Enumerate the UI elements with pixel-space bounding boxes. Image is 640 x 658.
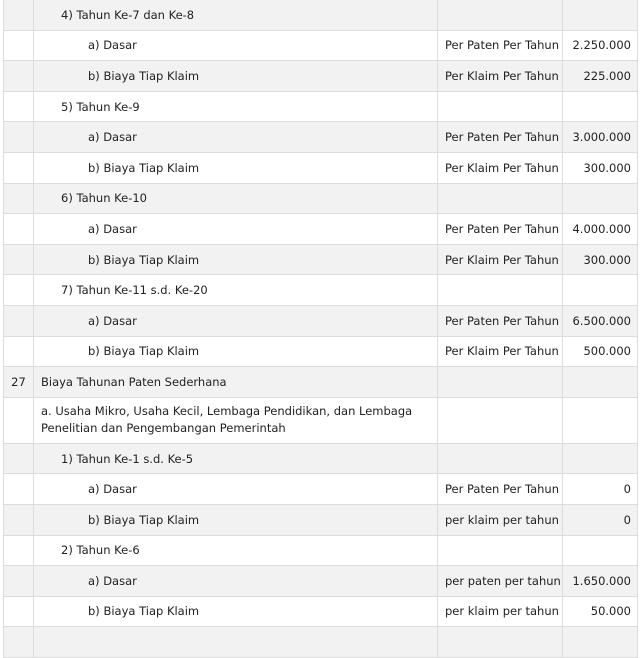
- row-number: [4, 275, 34, 305]
- row-unit: Per Paten Per Tahun: [438, 122, 563, 152]
- row-unit: [438, 184, 563, 214]
- row-unit: Per Paten Per Tahun: [438, 306, 563, 336]
- row-number: [4, 474, 34, 504]
- row-description: a) Dasar: [34, 306, 438, 336]
- row-number: [4, 306, 34, 336]
- row-description: 1) Tahun Ke-1 s.d. Ke-5: [34, 444, 438, 474]
- row-unit: Per Paten Per Tahun: [438, 474, 563, 504]
- row-fee-value: [563, 444, 638, 474]
- row-unit: [438, 92, 563, 122]
- row-description: 2) Tahun Ke-6: [34, 536, 438, 566]
- fee-table: [3, 0, 638, 658]
- row-description: a) Dasar: [34, 122, 438, 152]
- row-description: [34, 627, 438, 657]
- row-number: [4, 444, 34, 474]
- row-unit: Per Klaim Per Tahun: [438, 337, 563, 367]
- row-fee-value: 2.250.000: [563, 31, 638, 61]
- row-fee-value: 0: [563, 505, 638, 535]
- row-fee-value: [563, 0, 638, 30]
- row-number: [4, 566, 34, 596]
- row-description: 7) Tahun Ke-11 s.d. Ke-20: [34, 275, 438, 305]
- row-description: b) Biaya Tiap Klaim: [34, 597, 438, 627]
- row-unit: [438, 444, 563, 474]
- row-number: [4, 627, 34, 657]
- row-number: [4, 214, 34, 244]
- row-fee-value: 4.000.000: [563, 214, 638, 244]
- row-fee-value: 500.000: [563, 337, 638, 367]
- row-number: [4, 536, 34, 566]
- table-row: [4, 566, 638, 597]
- row-unit: [438, 0, 563, 30]
- row-description: b) Biaya Tiap Klaim: [34, 61, 438, 91]
- row-fee-value: [563, 184, 638, 214]
- table-row: [4, 61, 638, 92]
- row-description: b) Biaya Tiap Klaim: [34, 337, 438, 367]
- row-number: [4, 184, 34, 214]
- row-fee-value: 300.000: [563, 245, 638, 275]
- row-fee-value: [563, 627, 638, 657]
- row-description: b) Biaya Tiap Klaim: [34, 245, 438, 275]
- table-row: [4, 444, 638, 475]
- row-description: a) Dasar: [34, 474, 438, 504]
- row-number: [4, 505, 34, 535]
- row-fee-value: 6.500.000: [563, 306, 638, 336]
- row-description: 5) Tahun Ke-9: [34, 92, 438, 122]
- table-row: [4, 92, 638, 123]
- row-description: Biaya Tahunan Paten Sederhana: [34, 367, 438, 397]
- table-row: [4, 122, 638, 153]
- table-row: [4, 597, 638, 628]
- table-row: [4, 627, 638, 658]
- row-number: [4, 61, 34, 91]
- row-fee-value: 225.000: [563, 61, 638, 91]
- row-unit: Per Klaim Per Tahun: [438, 245, 563, 275]
- row-description: a) Dasar: [34, 31, 438, 61]
- table-row: [4, 505, 638, 536]
- row-unit: Per Paten Per Tahun: [438, 214, 563, 244]
- row-number: [4, 31, 34, 61]
- row-description: a) Dasar: [34, 566, 438, 596]
- table-row: [4, 0, 638, 31]
- row-unit: Per Paten Per Tahun: [438, 31, 563, 61]
- table-row: [4, 367, 638, 398]
- table-row: [4, 214, 638, 245]
- row-number: [4, 337, 34, 367]
- table-row: [4, 153, 638, 184]
- row-description: a. Usaha Mikro, Usaha Kecil, Lembaga Pendidikan, dan Lembaga Penelitian dan Pengembangan Pemerintah: [34, 398, 438, 443]
- row-number: [4, 122, 34, 152]
- row-fee-value: [563, 398, 638, 443]
- table-row: [4, 398, 638, 444]
- table-row: [4, 31, 638, 62]
- table-row: [4, 536, 638, 567]
- row-fee-value: [563, 536, 638, 566]
- table-row: [4, 184, 638, 215]
- row-unit: [438, 627, 563, 657]
- row-unit: [438, 367, 563, 397]
- row-number: [4, 398, 34, 443]
- row-unit: Per Klaim Per Tahun: [438, 153, 563, 183]
- row-number: [4, 153, 34, 183]
- row-description: b) Biaya Tiap Klaim: [34, 505, 438, 535]
- row-fee-value: 50.000: [563, 597, 638, 627]
- row-unit: per paten per tahun: [438, 566, 563, 596]
- row-unit: [438, 398, 563, 443]
- row-unit: per klaim per tahun: [438, 597, 563, 627]
- table-row: [4, 245, 638, 276]
- row-unit: Per Klaim Per Tahun: [438, 61, 563, 91]
- row-number: [4, 245, 34, 275]
- row-unit: per klaim per tahun: [438, 505, 563, 535]
- row-fee-value: [563, 367, 638, 397]
- row-unit: [438, 275, 563, 305]
- row-description: a) Dasar: [34, 214, 438, 244]
- table-row: [4, 337, 638, 368]
- row-fee-value: 300.000: [563, 153, 638, 183]
- table-row: [4, 306, 638, 337]
- row-fee-value: 0: [563, 474, 638, 504]
- row-number: [4, 0, 34, 30]
- row-description: b) Biaya Tiap Klaim: [34, 153, 438, 183]
- row-description: 4) Tahun Ke-7 dan Ke-8: [34, 0, 438, 30]
- table-row: [4, 474, 638, 505]
- row-fee-value: [563, 92, 638, 122]
- row-number: [4, 92, 34, 122]
- row-fee-value: [563, 275, 638, 305]
- row-unit: [438, 536, 563, 566]
- table-row: [4, 275, 638, 306]
- row-fee-value: 3.000.000: [563, 122, 638, 152]
- row-number: 27: [4, 367, 34, 397]
- row-description: 6) Tahun Ke-10: [34, 184, 438, 214]
- row-number: [4, 597, 34, 627]
- row-fee-value: 1.650.000: [563, 566, 638, 596]
